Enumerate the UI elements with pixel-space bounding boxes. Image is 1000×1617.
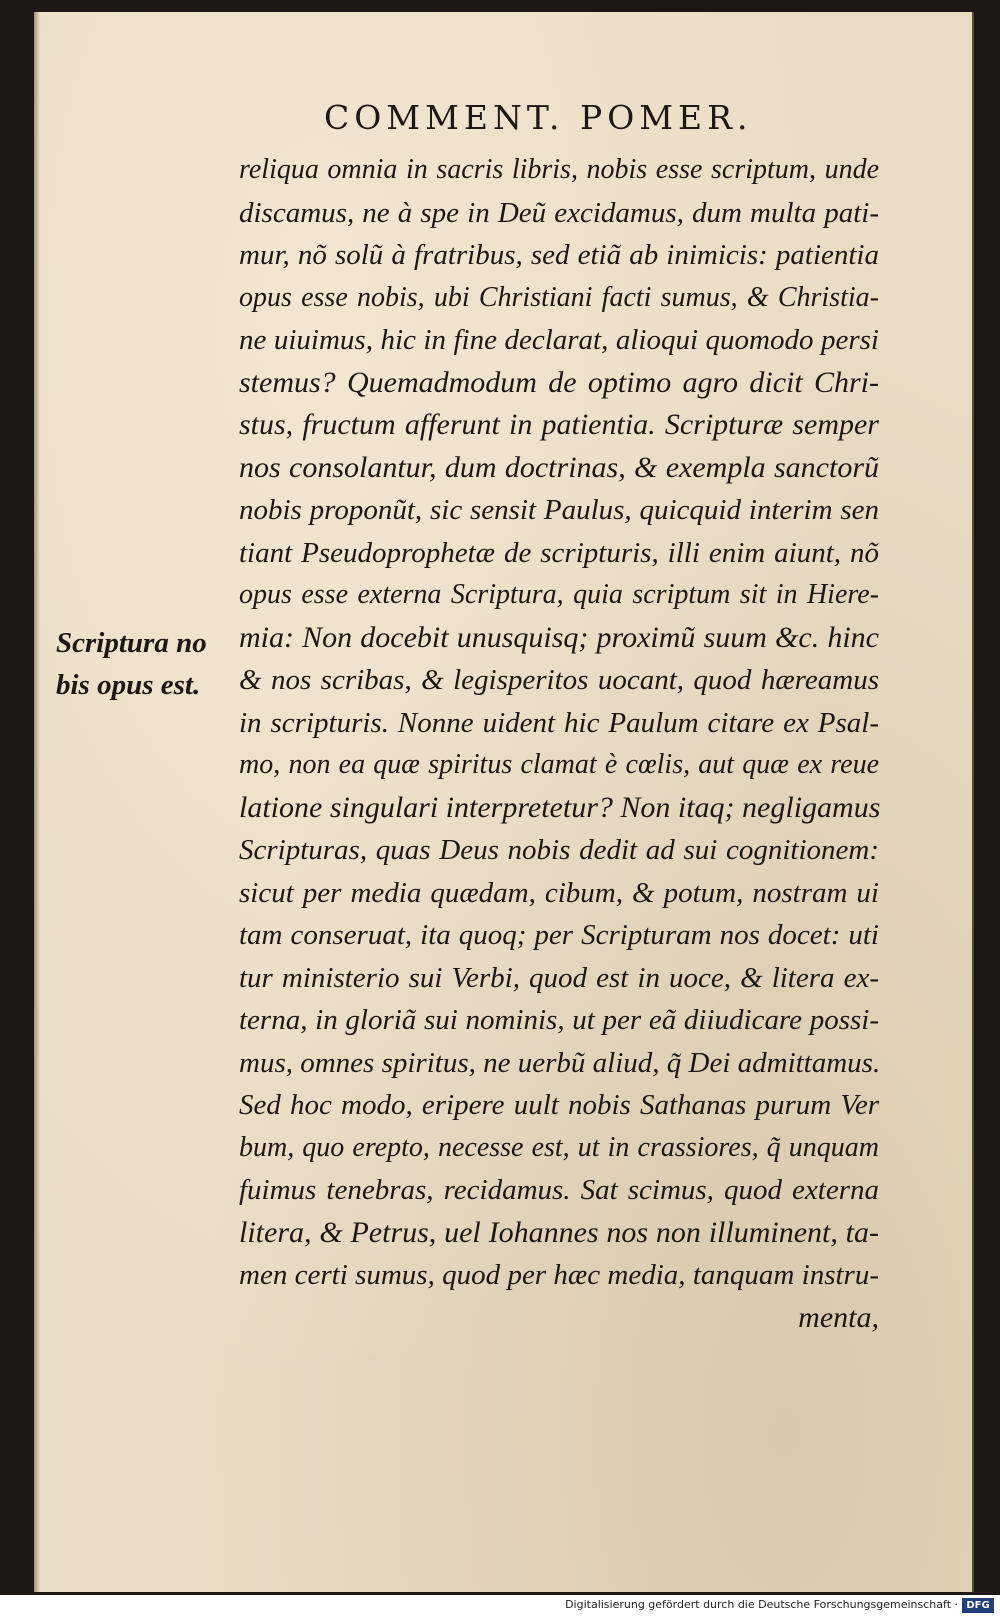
catchword: menta, [798,1300,879,1334]
text-line: stemus? Quemadmodum de optimo agro dicit Chri- [239,365,879,399]
text-line: mo, non ea quæ spiritus clamat è cœlis, aut quæ ex reue [239,749,879,780]
text-line: men certi sumus, quod per hæc media, tanquam instru- [239,1259,879,1291]
text-line: fuimus tenebras, recidamus. Sat scimus, quod externa [239,1174,879,1206]
text-line: nobis proponũt, sic sensit Paulus, quicquid interim sen [239,494,879,526]
marginal-note [56,622,231,706]
text-line: mus, omnes spiritus, ne uerbũ aliud, q̃ Dei admittamus. [239,1046,881,1079]
book-page [34,12,974,1592]
text-line: mia: Non docebit unusquisq; proximũ suum &c. hinc [239,620,879,654]
dfg-logo: DFG [962,1598,994,1613]
digitization-credit: Digitalisierung gefördert durch die Deutsche Forschungsgemeinschaft · [565,1598,958,1611]
text-line: & nos scribas, & legisperitos uocant, quod hæreamus [239,664,879,696]
marginal-note-line: bis opus est. [56,669,201,701]
text-line: tur ministerio sui Verbi, quod est in uoce, & litera ex- [239,961,879,994]
text-line: ne uiuimus, hic in fine declarat, alioqui quomodo persi [239,324,879,356]
text-line: Scripturas, quas Deus nobis dedit ad sui cognitionem: [239,834,879,866]
text-line: Sed hoc modo, eripere uult nobis Sathanas purum Ver [239,1089,879,1121]
text-line: mur, nõ solũ à fratribus, sed etiã ab inimicis: patientia [239,239,879,271]
marginal-note-line: Scriptura no [56,627,207,659]
text-line: litera, & Petrus, uel Iohannes nos non illuminent, ta- [239,1215,879,1249]
text-line: tam conseruat, ita quoq; per Scripturam nos docet: uti [239,919,879,951]
text-line: nos consolantur, dum doctrinas, & exempla sanctorũ [239,450,879,484]
page-gutter-shadow [34,12,40,1592]
running-head: COMMENT. POMER. [324,98,753,137]
text-line: stus, fructum afferunt in patientia. Scripturæ semper [239,408,879,441]
text-line: tiant Pseudoprophetæ de scripturis, illi enim aiunt, nõ [239,536,879,569]
text-line: bum, quo erepto, necesse est, ut in crassiores, q̃ unquam [239,1131,879,1163]
text-line: sicut per media quædam, cibum, & potum, nostram ui [239,876,879,909]
text-line: in scripturis. Nonne uident hic Paulum citare ex Psal- [239,706,879,739]
text-line: opus esse externa Scriptura, quia scriptum sit in Hiere- [239,579,879,610]
body-text [239,149,879,1339]
text-line: latione singulari interpretetur? Non itaq; negligamus [239,790,881,824]
text-line: opus esse nobis, ubi Christiani facti sumus, & Christia- [239,281,879,313]
text-line: terna, in gloriã sui nominis, ut per eã diiudicare possi- [239,1004,879,1036]
text-line: discamus, ne à spe in Deũ excidamus, dum multa pati- [239,196,879,229]
text-line: reliqua omnia in sacris libris, nobis esse scriptum, unde [239,154,879,185]
